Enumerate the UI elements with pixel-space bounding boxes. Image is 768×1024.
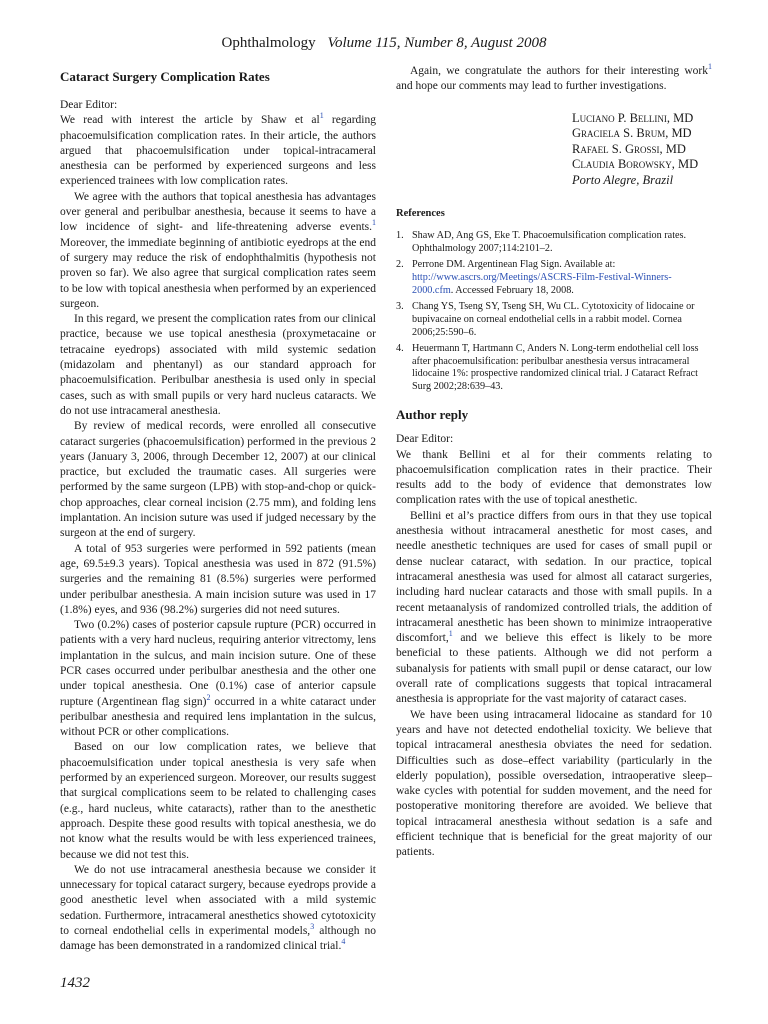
- citation-link[interactable]: 4: [341, 937, 346, 947]
- letter-paragraph-4: By review of medical records, were enrolled all consecutive cataract surgeries (phacoemulsification) performed in the previous 2 years (January 3, 2006, through December 12, 2007) at our clinical practice, but excluded the traumatic cases. All surgeries were performed by the same surgeon (LPB) with stop-and-chop or quick-chop approaches, clear corneal incision (2.75 mm), and folding lens implantation. An incision suture was used if judged necessary by the surgeon at the end of surgery.: [60, 420, 376, 540]
- author-signature: Claudia Borowsky, MD: [572, 157, 699, 172]
- reply-paragraph-1: We thank Bellini et al for their comments relating to phacoemulsification complication rates in their practice. Their results add to the body of evidence that demonstrates low complication rates with the use of topical anesthetic.: [396, 448, 712, 507]
- reply-paragraph-3: We have been using intracameral lidocaine as standard for 10 years and have not detected endothelial toxicity. We believe that topical intracameral anesthesia obviates the need for sedation. Difficulties such as dose–effect variability (particularly in the elderly population), possible oversedation, intraoperative sleep–wake cycles with potential for sudden movement, and the need for postoperative monitoring therefore are avoided. We believe that topical intracameral anesthesia without sedation is a safe and efficient technique that is beneficial for the great majority of our patients.: [396, 708, 712, 859]
- signature-block: [572, 111, 712, 189]
- reference-item: 4. Heuermann T, Hartmann C, Anders N. Long-term endothelial cell loss after phacoemulsification: peribulbar anesthesia versus intracameral lidocaine 1%: prospective randomized clinical trial. J Cataract Refract Surg 2002;28:639–43.: [396, 342, 699, 393]
- letter-paragraph-1: We read with interest the article by Shaw et $al^1$ regarding phacoemulsification complication rates. In their article, the authors argued that phacoemulsification under topical-intracameral anesthesia can be performed by experienced surgeons and less experienced trainees with low complication rates.: [60, 111, 376, 188]
- left-column: [60, 64, 376, 955]
- citation-link[interactable]: 2: [206, 692, 211, 702]
- journal-name: Ophthalmology: [221, 35, 316, 51]
- letter-paragraph-6: Two (0.2%) cases of posterior capsule rupture (PCR) occurred in patients with a very hard nucleus, requiring anterior vitrectomy, lens implantation in the sulcus, and main incision suture. One of these PCR cases occurred under peribulbar anesthesia and the other one under topical anesthesia. One (0.1%) case of anterior capsule rupture (Argentinean flag sign)$^2$ occurred in a white cataract under peribulbar anesthesia and required lens implantation in the sulcus, without PCR or other complications.: [60, 619, 377, 739]
- letter-paragraph-9: Again, we congratulate the authors for their interesting work$^1$ and hope our comments may lead to further investigations.: [396, 62, 712, 93]
- citation-link[interactable]: 1: [448, 629, 453, 639]
- letter-title: Cataract Surgery Complication Rates: [60, 69, 270, 84]
- letter-paragraph-2: We agree with the authors that topical anesthesia has advantages over general and peribulbar anesthesia, because it seems to have a low incidence of sight- and life-threatening adverse events.$^1$ Moreover, the immediate beginning of antibiotic eyedrops at the end of surgery may reduce the risk of endophthalmitis (hypothesis not proven so far). We also agree that surgical complication rates seem to be low with topical anesthesia when performed by an experienced surgeon.: [60, 190, 376, 310]
- running-head: [60, 34, 708, 52]
- reply-salutation: Dear Editor:: [396, 433, 454, 446]
- reply-paragraph-2: Bellini et al’s practice differs from ours in that they use topical anesthesia without intracameral anesthetic for most cases, and needle anesthetic techniques are used for cases of small pupil or dense nuclear cataract, with sedation. In our practice, topical intracameral anesthesia was used for almost all cataract surgeries, including hard nuclear cataracts and those with small pupils. In a recent metaanalysis of randomized controlled trials, the addition of intracameral anesthetic has been shown to minimize intraoperative discomfort,$^1$ and we believe this effect is likely to be more beneficial to these patients. Although we did not perform a subanalysis for patients with small pupil or dense cataract, our low overall rate of complications suggests that topical intracameral anesthesia is appropriate for the vast majority of cataract cases.: [396, 509, 712, 706]
- letter-salutation: Dear Editor:: [60, 99, 118, 111]
- letter-paragraph-8: We do not use intracameral anesthesia because we consider it unnecessary for topical cataract surgery, because eyedrops provide a good anesthetic level when associated with a mild systemic sedation. Furthermore, intracameral anesthetics showed cytotoxicity to corneal endothelial cells in experimental models,$^3$ although no damage has been demonstrated in a randomized clinical trial.$^4$: [60, 863, 376, 953]
- author-reply-heading: Author reply: [396, 407, 469, 423]
- volume-info: Volume 115, Number 8, August 2008: [327, 35, 547, 51]
- reference-list: [396, 230, 712, 394]
- references-heading: References: [396, 208, 445, 220]
- reference-item: 2. Perrone DM. Argentinean Flag Sign. Available at: http://www.ascrs.org/Meetings/ASCRS-Film-Festival-Winners-2000.cfm. Accessed February 18, 2008.: [396, 259, 672, 297]
- reference-url-link[interactable]: http://www.ascrs.org/Meetings/ASCRS-Film-Festival-Winners-2000.cfm: [412, 272, 672, 297]
- citation-link[interactable]: 1: [708, 62, 712, 71]
- letter-paragraph-5: A total of 953 surgeries were performed in 592 patients (mean age, 69.5±9.3 years). Topical anesthesia was used in 872 (91.5%) surgeries and the remaining 81 (8.5%) surgeries were performed under peribulbar anesthesia. A main incision suture was used in 17 (1.8%) eyes, and 936 (98.2%) surgeries did not need sutures.: [60, 542, 376, 616]
- author-signature: Luciano P. Bellini, MD: [572, 110, 694, 125]
- letter-paragraph-3: In this regard, we present the complication rates from our clinical practice, because we use topical anesthesia (proxymetacaine or tetracaine eyedrops) associated with mild systemic sedation (midazolam and phentanyl) as our standard approach for phacoemulsification. Peribulbar anesthesia is used only in special cases, such as with small pupils or very hard nucleus cataracts. We do not use intracameral anesthesia.: [60, 313, 376, 417]
- citation-link[interactable]: 1: [319, 111, 324, 121]
- author-signature: Graciela S. Brum, MD: [572, 126, 692, 141]
- citation-link[interactable]: 1: [372, 218, 376, 228]
- author-location: Porto Alegre, Brazil: [572, 172, 674, 187]
- author-signature: Rafael S. Grossi, MD: [572, 141, 686, 156]
- page-number: 1432: [60, 975, 90, 991]
- right-column: [396, 64, 712, 861]
- reference-item: 3. Chang YS, Tseng SY, Tseng SH, Wu CL. Cytotoxicity of lidocaine or bupivacaine on corneal endothelial cells in a rabbit model. Cornea 2006;25:590–6.: [396, 300, 695, 338]
- reference-item: 1. Shaw AD, Ang GS, Eke T. Phacoemulsification complication rates. Ophthalmology 2007;114:2101–2.: [396, 230, 687, 255]
- citation-link[interactable]: 3: [310, 922, 315, 932]
- letter-paragraph-7: Based on our low complication rates, we believe that phacoemulsification under topical anesthesia is very safe when performed by an experienced surgeon. Moreover, our results suggest that surgical complications seem to be related to challenging cases (e.g., hard nucleus, white cataracts), rather than to the anesthetic approach. Despite these good results with topical anesthesia, we do not know what the results would be with less experienced trainees, because we did not test this.: [60, 741, 376, 861]
